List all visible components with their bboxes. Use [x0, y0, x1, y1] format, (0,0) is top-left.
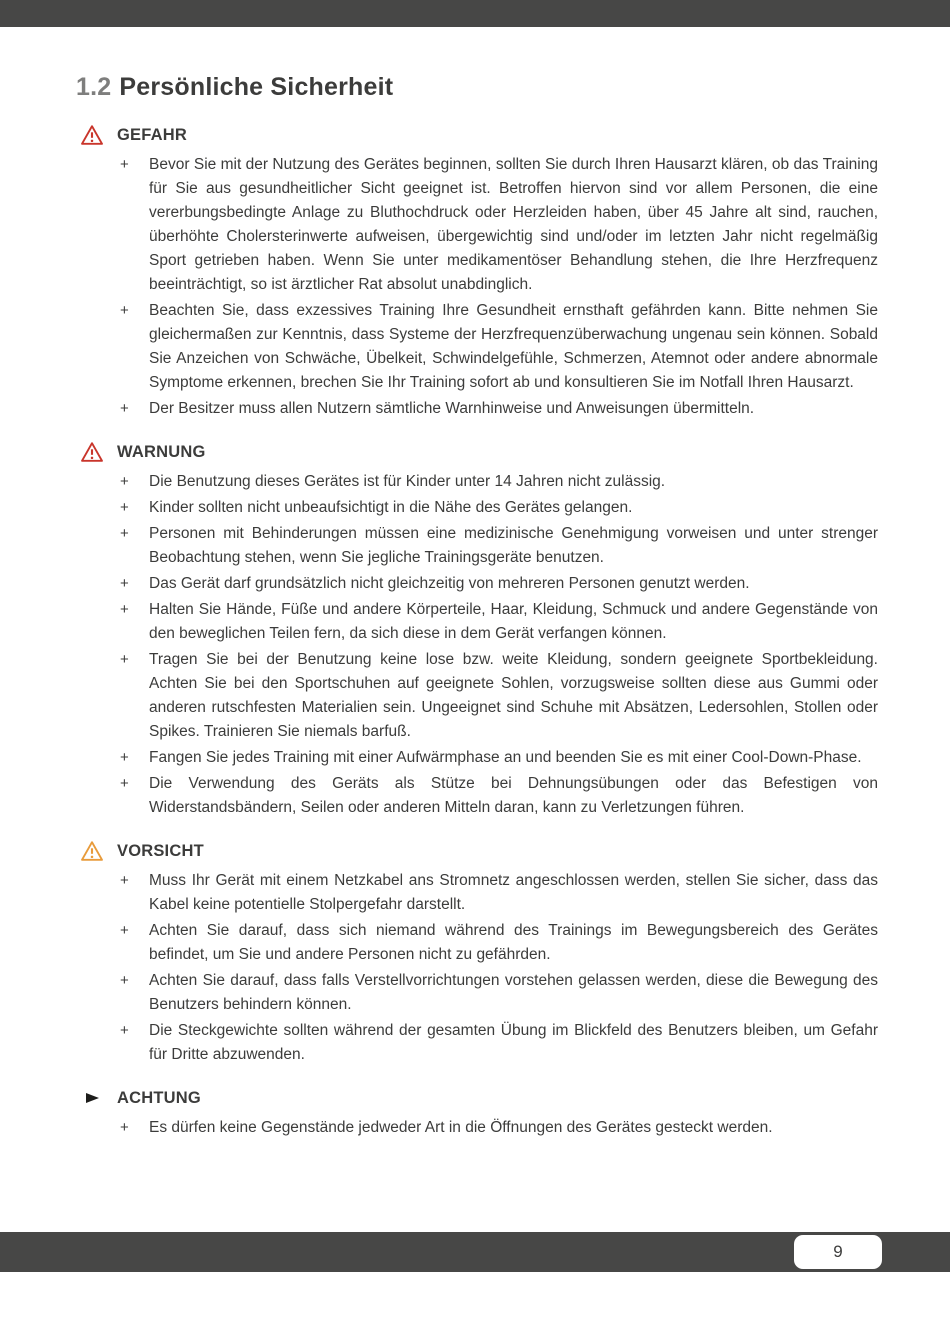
list-item — [76, 299, 878, 395]
list-item-text: Kinder sollten nicht unbeaufsichtigt in die Nähe des Gerätes gelangen. — [149, 499, 633, 516]
list-item-text: Die Steckgewichte sollten während der gesamten Übung im Blickfeld des Benutzers bleiben, um Gefahr für Dritte abzuwenden. — [149, 1022, 878, 1063]
list-item — [76, 969, 878, 1017]
list-item — [76, 1116, 878, 1140]
section-number: 1.2 — [76, 73, 112, 101]
list-item-text: Bevor Sie mit der Nutzung des Gerätes beginnen, sollten Sie durch Ihren Hausarzt klären, ob das Training für Sie aus gesundheitlicher Sicht geeignet ist. Betroffen hiervon sind vor allem Personen, die eine vererbungsbedingte Anlage zu Bluthochdruck oder Herzleiden haben, über 45 Jahre alt sind, rauchen, überhöhte Cholersterinwerte aufweisen, übergewichtig sind und/oder im letzten Jahr nicht regelmäßig Sport getrieben haben. Wenn Sie unter medikamentöser Behandlung stehen, die Ihre Herzfrequenz beeinträchtigt, so ist ärztlicher Rat absolut unabdinglich. — [149, 156, 878, 293]
section-heading-gefahr — [80, 124, 878, 146]
list-item — [76, 919, 878, 967]
section-heading-label: VORSICHT — [117, 841, 204, 860]
list-item — [76, 648, 878, 744]
list-item — [76, 598, 878, 646]
top-bar — [0, 0, 950, 27]
list-item-text: Der Besitzer muss allen Nutzern sämtliche Warnhinweise und Anweisungen übermitteln. — [149, 400, 755, 417]
list-item-text: Achten Sie darauf, dass falls Verstellvorrichtungen vorstehen gelassen werden, diese die Bewegung des Benutzers behindern können. — [149, 972, 878, 1013]
list-bullet: + — [120, 575, 129, 592]
warning-triangle-icon — [80, 124, 104, 146]
list-item — [76, 496, 878, 520]
list-item — [76, 397, 878, 421]
list-bullet: + — [120, 1022, 129, 1039]
list-item-text: Personen mit Behinderungen müssen eine medizinische Genehmigung vorweisen und unter strenger Beobachtung stehen, wenn Sie jegliche Trainingsgeräte benutzen. — [149, 525, 878, 566]
list-item — [76, 470, 878, 494]
warning-triangle-icon — [80, 840, 104, 862]
list-item — [76, 153, 878, 297]
list-bullet: + — [120, 499, 129, 516]
list-bullet: + — [120, 922, 129, 939]
list-bullet: + — [120, 1119, 129, 1136]
section-heading-label: WARNUNG — [117, 442, 206, 461]
footer-bar — [0, 1232, 950, 1272]
list-bullet: + — [120, 601, 129, 618]
section-warnung — [76, 441, 878, 820]
section-achtung — [76, 1087, 878, 1140]
page-title — [76, 73, 878, 102]
warning-triangle-icon — [80, 441, 104, 463]
list-item-text: Die Benutzung dieses Gerätes ist für Kinder unter 14 Jahren nicht zulässig. — [149, 473, 666, 490]
list-item-text: Achten Sie darauf, dass sich niemand während des Trainings im Bewegungsbereich des Gerätes befindet, um Sie und andere Personen nicht zu gefährden. — [149, 922, 878, 963]
list-bullet: + — [120, 525, 129, 542]
section-heading-label: GEFAHR — [117, 125, 187, 144]
list-bullet: + — [120, 156, 129, 173]
list-bullet: + — [120, 972, 129, 989]
section-heading-warnung — [80, 441, 878, 463]
page-content — [0, 27, 950, 1154]
list-bullet: + — [120, 775, 129, 792]
list-item-text: Halten Sie Hände, Füße und andere Körperteile, Haar, Kleidung, Schmuck und andere Gegenstände von den beweglichen Teilen fern, da sich diese in dem Gerät verfangen können. — [149, 601, 878, 642]
section-heading-vorsicht — [80, 840, 878, 862]
list-bullet: + — [120, 872, 129, 889]
list-item-text: Muss Ihr Gerät mit einem Netzkabel ans Stromnetz angeschlossen werden, stellen Sie sicher, dass das Kabel keine potentielle Stolpergefahr darstellt. — [149, 872, 878, 913]
list-item — [76, 772, 878, 820]
section-heading-achtung — [80, 1087, 878, 1109]
page-number-tab — [794, 1235, 882, 1269]
list-item — [76, 1019, 878, 1067]
list-item-text: Fangen Sie jedes Training mit einer Aufwärmphase an und beenden Sie es mit einer Cool-Down-Phase. — [149, 749, 862, 766]
list-item-text: Es dürfen keine Gegenstände jedweder Art in die Öffnungen des Gerätes gesteckt werden. — [149, 1119, 773, 1136]
list-bullet: + — [120, 400, 129, 417]
section-heading-label: ACHTUNG — [117, 1088, 201, 1107]
page-number: 9 — [833, 1242, 843, 1261]
section-title-text: Persönliche Sicherheit — [119, 73, 394, 101]
arrow-right-icon — [80, 1087, 104, 1109]
list-item — [76, 572, 878, 596]
list-item — [76, 869, 878, 917]
list-bullet: + — [120, 749, 129, 766]
list-bullet: + — [120, 302, 129, 319]
list-item-text: Die Verwendung des Geräts als Stütze bei Dehnungsübungen oder das Befestigen von Widerstandsbändern, Seilen oder anderen Mitteln daran, kann zu Verletzungen führen. — [149, 775, 878, 816]
list-bullet: + — [120, 473, 129, 490]
list-bullet: + — [120, 651, 129, 668]
section-gefahr — [76, 124, 878, 421]
list-item-text: Beachten Sie, dass exzessives Training Ihre Gesundheit ernsthaft gefährden kann. Bitte nehmen Sie gleichermaßen zur Kenntnis, dass Systeme der Herzfrequenzüberwachung ungenau sein können. Sobald Sie Anzeichen von Schwäche, Übelkeit, Schwindelgefühle, Schmerzen, Atemnot oder andere abnormale Symptome erkennen, brechen Sie Ihr Training sofort ab und konsultieren Sie im Notfall Ihren Hausarzt. — [149, 302, 878, 391]
list-item-text: Tragen Sie bei der Benutzung keine lose bzw. weite Kleidung, sondern geeignete Sportbekleidung. Achten Sie bei den Sportschuhen auf geeignete Sohlen, vorzugsweise sollten diese aus Gummi oder anderen rutschfesten Materialien sein. Ungeeignet sind Schuhe mit Absätzen, Ledersohlen, Stollen oder Spikes. Trainieren Sie niemals barfuß. — [149, 651, 878, 740]
section-vorsicht — [76, 840, 878, 1067]
list-item-text: Das Gerät darf grundsätzlich nicht gleichzeitig von mehreren Personen genutzt werden. — [149, 575, 750, 592]
list-item — [76, 746, 878, 770]
list-item — [76, 522, 878, 570]
